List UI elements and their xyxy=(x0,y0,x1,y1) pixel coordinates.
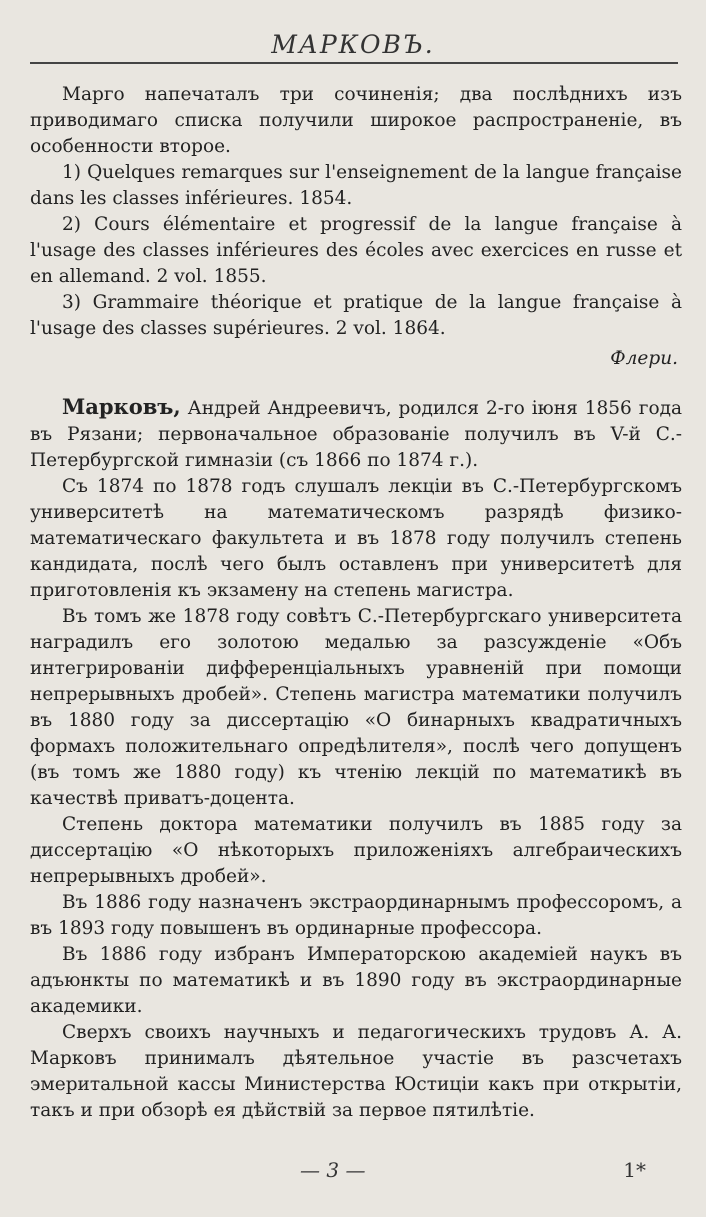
running-head: МАРКОВЪ. xyxy=(271,30,435,59)
paragraph: Въ 1886 году назначенъ экстраординарнымъ профессоромъ, а въ 1893 году повышенъ въ ординарные профессора. xyxy=(30,892,682,939)
author-signature: Флери. xyxy=(610,348,678,369)
paragraph: Въ 1886 году избранъ Императорскою академіей наукъ въ адъюнкты по математикѣ и въ 1890 году въ экстраординарные академики. xyxy=(30,944,682,1017)
paragraph: Марго напечаталъ три сочиненія; два послѣднихъ изъ приводимаго списка получили широкое распространеніе, въ особенности второе. xyxy=(30,84,682,157)
paragraph: Степень доктора математики получилъ въ 1885 году за диссертацію «О нѣкоторыхъ приложеніяхъ алгебраическихъ непрерывныхъ дробей». xyxy=(30,814,682,887)
page-body xyxy=(30,82,682,1124)
paragraph: Въ томъ же 1878 году совѣтъ С.-Петербургскаго университета наградилъ его золотою медалью за разсужденіе «Объ интегрированіи дифференціальныхъ уравненій при помощи непрерывныхъ дробей». Степень магистра математики получилъ въ 1880 году за диссертацію «О бинарныхъ квадратичныхъ формахъ положительнаго опредѣлителя», послѣ чего допущенъ (въ томъ же 1880 году) къ чтенію лекцій по математикѣ въ качествѣ приватъ-доцента. xyxy=(30,606,682,809)
page-number: — 3 — xyxy=(300,1158,366,1182)
paragraph: Сверхъ своихъ научныхъ и педагогическихъ трудовъ А. А. Марковъ принималъ дѣятельное участіе въ разсчетахъ эмеритальной кассы Министерства Юстиціи какъ при открытіи, такъ и при обзорѣ ея дѣйствій за первое пятилѣтіе. xyxy=(30,1022,682,1121)
entry-name: Марковъ, xyxy=(62,394,181,419)
entry-first-paragraph xyxy=(30,394,682,474)
signature-mark: 1* xyxy=(623,1158,646,1182)
bibliography-item: 3) Grammaire théorique et pratique de la langue française à l'usage des classes supérieures. 2 vol. 1864. xyxy=(30,292,682,339)
header-rule xyxy=(30,62,678,64)
bibliography-item: 1) Quelques remarques sur l'enseignement de la langue française dans les classes inférieures. 1854. xyxy=(30,162,682,209)
entry-text: Андрей Андреевичъ, родился 2-го іюня 1856 года въ Рязани; первоначальное образованіе получилъ въ V-й С.-Петербургской гимназіи (съ 1866 по 1874 г.). xyxy=(30,398,682,471)
paragraph: Съ 1874 по 1878 годъ слушалъ лекціи въ С.-Петербургскомъ университетѣ на математическомъ разрядѣ физико-математическаго факультета и въ 1878 году получилъ степень кандидата, послѣ чего былъ оставленъ при университетѣ для приготовленія къ экзамену на степень магистра. xyxy=(30,476,682,601)
bibliography-item: 2) Cours élémentaire et progressif de la langue française à l'usage des classes inférieures des écoles avec exercices en russe et en allemand. 2 vol. 1855. xyxy=(30,214,682,287)
